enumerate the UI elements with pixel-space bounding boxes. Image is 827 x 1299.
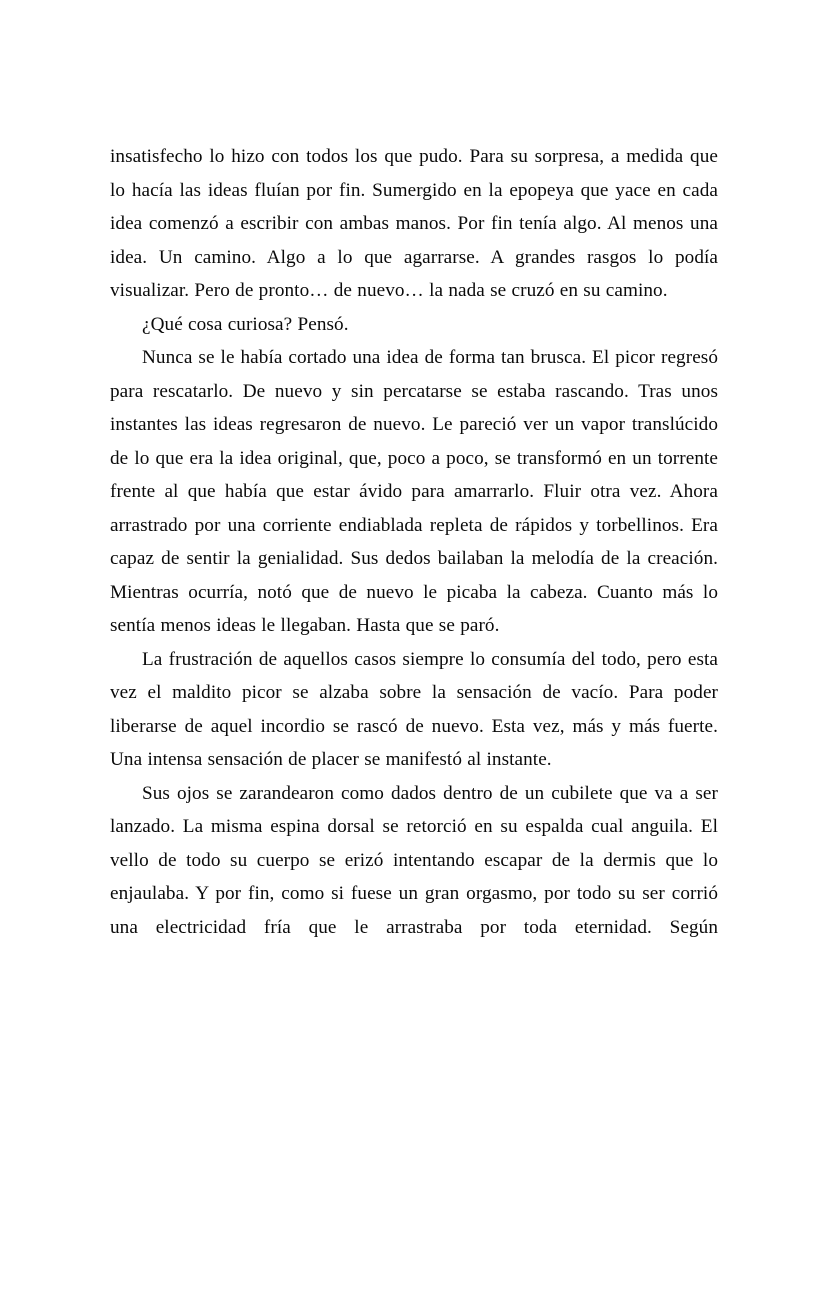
body-paragraph: insatisfecho lo hizo con todos los que pudo. Para su sorpresa, a medida que lo hacía las ideas fluían por fin. Sumergido en la epopeya que yace en cada idea comenzó a escribir con ambas manos. Por fin tenía algo. Al menos una idea. Un camino. Algo a lo que agarrarse. A grandes rasgos lo podía visualizar. Pero de pronto… de nuevo… la nada se cruzó en su camino. [110, 146, 718, 301]
body-paragraph: Nunca se le había cortado una idea de forma tan brusca. El picor regresó para rescatarlo. De nuevo y sin percatarse se estaba rascando. Tras unos instantes las ideas regresaron de nuevo. Le pareció ver un vapor translúcido de lo que era la idea original, que, poco a poco, se transformó en un torrente frente al que había que estar ávido para amarrarlo. Fluir otra vez. Ahora arrastrado por una corriente endiablada repleta de rápidos y torbellinos. Era capaz de sentir la genialidad. Sus dedos bailaban la melodía de la creación. Mientras ocurría, notó que de nuevo le picaba la cabeza. Cuanto más lo sentía menos ideas le llegaban. Hasta que se paró. [110, 347, 718, 636]
body-paragraph: La frustración de aquellos casos siempre lo consumía del todo, pero esta vez el maldito picor se alzaba sobre la sensación de vacío. Para poder liberarse de aquel incordio se rascó de nuevo. Esta vez, más y más fuerte. Una intensa sensación de placer se manifestó al instante. [110, 648, 718, 770]
body-paragraph: ¿Qué cosa curiosa? Pensó. [142, 313, 349, 335]
body-paragraph: Sus ojos se zarandearon como dados dentro de un cubilete que va a ser lanzado. La misma espina dorsal se retorció en su espalda cual anguila. El vello de todo su cuerpo se erizó intentando escapar de la dermis que lo enjaulaba. Y por fin, como si fuese un gran orgasmo, por todo su ser corrió una electricidad fría que le arrastraba por toda eternidad. Según [110, 782, 718, 938]
body-text-column [110, 140, 718, 944]
